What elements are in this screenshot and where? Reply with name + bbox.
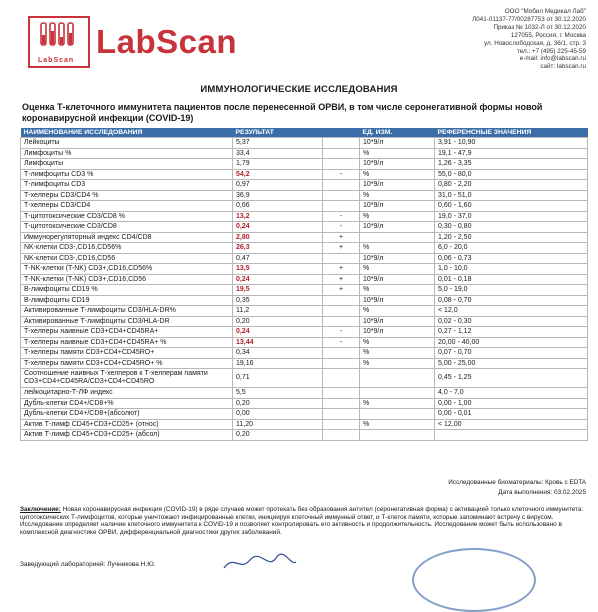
company-line: e-mail: info@labscan.ru: [519, 55, 586, 63]
cell-flag: [323, 398, 360, 409]
report-header: [0, 0, 598, 78]
table-row: [21, 148, 588, 159]
cell-reference: 0,30 - 0,80: [435, 222, 588, 233]
cell-result: 0,97: [233, 180, 323, 191]
cell-flag: [323, 348, 360, 359]
cell-test-name: Активированные Т-лимфоциты CD3/HLA-DR: [21, 316, 233, 327]
cell-test-name: Соотношение наивных Т-хелперов к Т-хелперам памяти CD3+CD4+CD45RA/CD3+CD4+CD45RO: [21, 369, 233, 388]
cell-unit: [360, 232, 435, 243]
cell-test-name: Дубль-клетки CD4+/CD8+(абсолют): [21, 409, 233, 420]
cell-flag: [323, 180, 360, 191]
cell-test-name: Иммунорегуляторный индекс CD4/CD8: [21, 232, 233, 243]
cell-flag: +: [323, 274, 360, 285]
cell-result: 0,35: [233, 295, 323, 306]
cell-test-name: Лимфоциты: [21, 159, 233, 170]
cell-test-name: Т-лимфоциты CD3 %: [21, 169, 233, 180]
table-row: [21, 222, 588, 233]
cell-flag: [323, 138, 360, 149]
cell-unit: 10*9/л: [360, 253, 435, 264]
cell-unit: %: [360, 358, 435, 369]
cell-test-name: Т-хелперы CD3/CD4 %: [21, 190, 233, 201]
cell-flag: [323, 190, 360, 201]
cell-reference: 1,0 - 10,0: [435, 264, 588, 275]
cell-unit: [360, 388, 435, 399]
company-line: ул. Новослободская, д. 36/1, стр. 3: [484, 39, 586, 47]
cell-test-name: Актив Т-лимф CD45+CD3+CD25+ (относ): [21, 419, 233, 430]
cell-reference: 55,0 - 80,0: [435, 169, 588, 180]
cell-result: 19,16: [233, 358, 323, 369]
cell-result: 0,20: [233, 316, 323, 327]
section-title: ИММУНОЛОГИЧЕСКИЕ ИССЛЕДОВАНИЯ: [200, 84, 398, 95]
table-row: [21, 201, 588, 212]
cell-reference: 5,0 - 19,0: [435, 285, 588, 296]
cell-flag: +: [323, 243, 360, 254]
cell-reference: 6,0 - 20,0: [435, 243, 588, 254]
cell-test-name: Лейкоциты: [21, 138, 233, 149]
table-header-row: [21, 128, 588, 138]
cell-flag: -: [323, 169, 360, 180]
cell-unit: %: [360, 337, 435, 348]
column-header-name: НАИМЕНОВАНИЕ ИССЛЕДОВАНИЯ: [21, 128, 233, 138]
cell-reference: [435, 430, 588, 441]
completion-date: Дата выполнения: 03.02.2025: [498, 489, 586, 496]
column-header-reference: РЕФЕРЕНСНЫЕ ЗНАЧЕНИЯ: [435, 128, 588, 138]
cell-reference: 0,45 - 1,25: [435, 369, 588, 388]
cell-flag: [323, 316, 360, 327]
cell-flag: [323, 409, 360, 420]
cell-result: 26,3: [233, 243, 323, 254]
cell-flag: [323, 148, 360, 159]
table-row: [21, 388, 588, 399]
test-tubes-icon: [36, 21, 84, 55]
table-row: [21, 295, 588, 306]
table-row: [21, 419, 588, 430]
stamp-image: [412, 548, 536, 612]
cell-unit: %: [360, 169, 435, 180]
cell-result: 5,5: [233, 388, 323, 399]
signature-image: [220, 552, 300, 574]
company-line: 127055, Россия, г. Москва: [510, 31, 586, 39]
company-line: сайт: labscan.ru: [540, 63, 586, 71]
study-title: Оценка Т-клеточного иммунитета пациентов после перенесенной ОРВИ, в том числе серонегативной формы новой коронавирусной инфекции (COVID-19): [22, 102, 543, 123]
cell-reference: 4,0 - 7,0: [435, 388, 588, 399]
table-row: [21, 169, 588, 180]
labscan-logo: [28, 16, 258, 68]
table-row: [21, 159, 588, 170]
cell-unit: %: [360, 264, 435, 275]
cell-reference: 5,00 - 25,00: [435, 358, 588, 369]
cell-result: 0,24: [233, 274, 323, 285]
cell-flag: [323, 306, 360, 317]
cell-test-name: NK-клетки CD3-,CD16,CD56: [21, 253, 233, 264]
cell-reference: 0,00 - 1,00: [435, 398, 588, 409]
cell-reference: 0,80 - 2,20: [435, 180, 588, 191]
cell-result: 33,4: [233, 148, 323, 159]
table-row: [21, 180, 588, 191]
table-row: [21, 369, 588, 388]
cell-test-name: NK-клетки CD3-,CD16,CD56%: [21, 243, 233, 254]
cell-reference: 1,20 - 2,50: [435, 232, 588, 243]
cell-reference: 1,26 - 3,35: [435, 159, 588, 170]
cell-unit: %: [360, 211, 435, 222]
table-row: [21, 358, 588, 369]
cell-test-name: Т-цитотоксические CD3/CD8: [21, 222, 233, 233]
cell-unit: %: [360, 148, 435, 159]
cell-reference: 0,02 - 0,30: [435, 316, 588, 327]
head-of-lab: Заведующий лабораторией: Лучникова Н.Ю.: [20, 561, 156, 568]
cell-result: 0,00: [233, 409, 323, 420]
cell-reference: 0,27 - 1,12: [435, 327, 588, 338]
cell-result: 13,5: [233, 264, 323, 275]
cell-flag: [323, 201, 360, 212]
cell-flag: -: [323, 222, 360, 233]
table-row: [21, 264, 588, 275]
cell-result: 0,66: [233, 201, 323, 212]
cell-unit: 10*9/л: [360, 295, 435, 306]
table-row: [21, 337, 588, 348]
cell-unit: %: [360, 348, 435, 359]
cell-flag: -: [323, 337, 360, 348]
table-row: [21, 274, 588, 285]
cell-result: 0,71: [233, 369, 323, 388]
cell-flag: [323, 295, 360, 306]
logo-name: LabScan: [96, 23, 238, 60]
table-row: [21, 232, 588, 243]
cell-reference: 0,00 - 0,01: [435, 409, 588, 420]
cell-test-name: Т-хелперы памяти CD3+CD4+CD45RO+: [21, 348, 233, 359]
cell-unit: 10*9/л: [360, 159, 435, 170]
cell-flag: [323, 358, 360, 369]
cell-reference: 0,08 - 0,70: [435, 295, 588, 306]
company-line: Л041-01137-77/00287753 от 30.12.2020: [472, 15, 586, 23]
cell-unit: [360, 430, 435, 441]
cell-flag: [323, 419, 360, 430]
cell-test-name: Активированные Т-лимфоциты CD3/HLA-DR%: [21, 306, 233, 317]
cell-unit: 10*9/л: [360, 327, 435, 338]
conclusion-label: Заключение:: [20, 506, 61, 513]
company-info: [286, 8, 586, 71]
logo-emblem: [28, 16, 90, 68]
table-row: [21, 285, 588, 296]
cell-reference: 0,60 - 1,60: [435, 201, 588, 212]
cell-result: 0,24: [233, 222, 323, 233]
cell-unit: %: [360, 419, 435, 430]
cell-test-name: Т-хелперы памяти CD3+CD4+CD45RO+ %: [21, 358, 233, 369]
cell-unit: 10*9/л: [360, 138, 435, 149]
cell-reference: 0,01 - 0,18: [435, 274, 588, 285]
cell-result: 19,5: [233, 285, 323, 296]
cell-unit: %: [360, 398, 435, 409]
cell-result: 0,20: [233, 398, 323, 409]
cell-flag: [323, 159, 360, 170]
cell-test-name: Т-цитотоксические CD3/CD8 %: [21, 211, 233, 222]
cell-test-name: Т-хелперы наивные CD3+CD4+CD45RA+ %: [21, 337, 233, 348]
table-row: [21, 348, 588, 359]
cell-flag: +: [323, 285, 360, 296]
table-row: [21, 211, 588, 222]
cell-test-name: В-лимфоциты CD19: [21, 295, 233, 306]
cell-test-name: Т-хелперы CD3/CD4: [21, 201, 233, 212]
cell-flag: +: [323, 232, 360, 243]
table-row: [21, 253, 588, 264]
cell-reference: 31,0 - 51,0: [435, 190, 588, 201]
cell-flag: -: [323, 211, 360, 222]
column-header-unit: ЕД. ИЗМ.: [360, 128, 435, 138]
column-header-result: РЕЗУЛЬТАТ: [233, 128, 323, 138]
cell-unit: 10*9/л: [360, 180, 435, 191]
table-row: [21, 243, 588, 254]
cell-test-name: лейкоцитарно-Т-ЛФ индекс: [21, 388, 233, 399]
cell-flag: [323, 369, 360, 388]
cell-result: 1,79: [233, 159, 323, 170]
table-row: [21, 306, 588, 317]
cell-result: 0,47: [233, 253, 323, 264]
cell-test-name: Т-хелперы наивные CD3+CD4+CD45RA+: [21, 327, 233, 338]
table-row: [21, 409, 588, 420]
table-row: [21, 316, 588, 327]
results-table: [20, 128, 588, 441]
cell-unit: 10*9/л: [360, 274, 435, 285]
logo-small-text: LabScan: [38, 57, 75, 64]
cell-test-name: Лимфоциты %: [21, 148, 233, 159]
cell-unit: %: [360, 306, 435, 317]
cell-result: 0,24: [233, 327, 323, 338]
cell-result: 13,44: [233, 337, 323, 348]
table-row: [21, 430, 588, 441]
column-header-flag: [323, 128, 360, 138]
cell-test-name: Т-NK-клетки (T-NK) CD3+,CD16,CD56: [21, 274, 233, 285]
cell-flag: [323, 430, 360, 441]
cell-reference: < 12,0: [435, 306, 588, 317]
table-row: [21, 398, 588, 409]
cell-result: 13,2: [233, 211, 323, 222]
company-line: ООО "Мобил Медикал Лаб": [504, 8, 586, 15]
table-row: [21, 138, 588, 149]
cell-unit: 10*9/л: [360, 316, 435, 327]
company-line: Приказ № 1032-Л от 30.12.2020: [493, 23, 586, 31]
cell-result: 11,2: [233, 306, 323, 317]
cell-test-name: Актив Т-лимф CD45+CD3+CD25+ (абсол): [21, 430, 233, 441]
cell-result: 0,34: [233, 348, 323, 359]
cell-reference: 3,91 - 10,90: [435, 138, 588, 149]
table-row: [21, 327, 588, 338]
cell-flag: [323, 388, 360, 399]
cell-result: 54,2: [233, 169, 323, 180]
company-line: тел.: +7 (495) 225-45-59: [516, 47, 586, 55]
cell-reference: 0,07 - 0,70: [435, 348, 588, 359]
cell-result: 11,20: [233, 419, 323, 430]
cell-result: 0,20: [233, 430, 323, 441]
cell-unit: [360, 369, 435, 388]
cell-unit: [360, 409, 435, 420]
cell-reference: 0,06 - 0,73: [435, 253, 588, 264]
conclusion-text: Новая коронавирусная инфекция (COVID-19) в ряде случаев может протекать без образования антител (серонегативная форма) с активацией только клеточного иммунитета: цитотоксических Т-лимфоцитов, которые уничтожают инфицированные клетки, инициируя клеточный иммунный ответ, и Т-клеток памяти, которые запоминают встречу с вирусом. Исследование определяет наличие клеточного иммунитета к COVID-19 и позволяет контролировать его активность и продолжительность. Исследование может быть использовано в комплексной диагностике ОРВИ, дифференциальной диагностики других заболеваний.: [20, 506, 584, 537]
conclusion: [20, 506, 588, 537]
cell-unit: %: [360, 285, 435, 296]
table-row: [21, 190, 588, 201]
cell-result: 5,37: [233, 138, 323, 149]
biomaterial-note: Исследованные биоматериалы: Кровь с EDTA: [448, 479, 586, 486]
cell-flag: -: [323, 327, 360, 338]
cell-unit: %: [360, 243, 435, 254]
cell-unit: 10*9/л: [360, 222, 435, 233]
cell-flag: +: [323, 264, 360, 275]
cell-result: 2,80: [233, 232, 323, 243]
cell-test-name: Т-NK-клетки (T-NK) CD3+,CD16,CD56%: [21, 264, 233, 275]
cell-unit: 10*9/л: [360, 201, 435, 212]
cell-result: 36,9: [233, 190, 323, 201]
cell-reference: 19,1 - 47,9: [435, 148, 588, 159]
cell-reference: < 12,00: [435, 419, 588, 430]
cell-unit: %: [360, 190, 435, 201]
cell-flag: [323, 253, 360, 264]
cell-test-name: В-лимфоциты CD19 %: [21, 285, 233, 296]
cell-reference: 19,0 - 37,0: [435, 211, 588, 222]
cell-reference: 20,00 - 40,00: [435, 337, 588, 348]
cell-test-name: Дубль-клетки CD4+/CD8+%: [21, 398, 233, 409]
cell-test-name: Т-лимфоциты CD3: [21, 180, 233, 191]
